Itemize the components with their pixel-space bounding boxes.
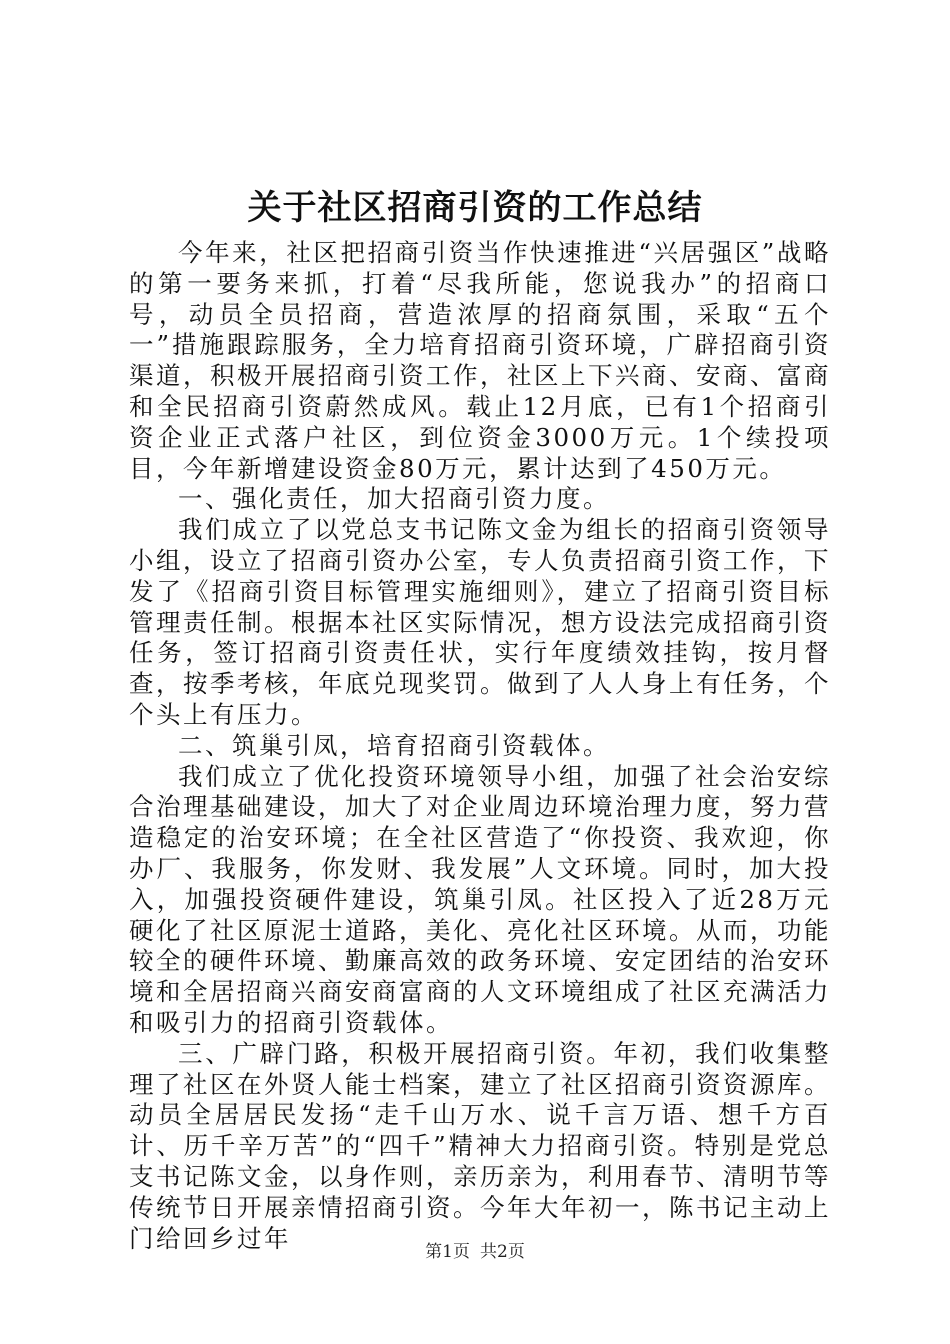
document-title: 关于社区招商引资的工作总结	[247, 188, 703, 228]
section-heading-1: 一、强化责任，加大招商引资力度。	[178, 484, 610, 514]
section-heading-2: 二、筑巢引凤，培育招商引资载体。	[178, 730, 610, 760]
paragraph-section-3: 三、广辟门路，积极开展招商引资。年初，我们收集整理了社区在外贤人能士档案，建立了社区招商引资资源库。动员全居居民发扬“走千山万水、说千言万语、想千方百计、历千辛万苦”的“四千”精神大力招商引资。特别是党总支书记陈文金，以身作则，亲历亲为，利用春节、清明节等传统节日开展亲情招商引资。今年大年初一，陈书记主动上门给回乡过年	[129, 1038, 831, 1253]
page-number: 第1页	[425, 1242, 470, 1262]
paragraph-section-2: 我们成立了优化投资环境领导小组，加强了社会治安综合治理基础建设，加大了对企业周边环境治理力度，努力营造稳定的治安环境；在全社区营造了“你投资、我欢迎，你办厂、我服务，你发财、我发展”人文环境。同时，加大投入，加强投资硬件建设，筑巢引凤。社区投入了近28万元硬化了社区原泥士道路，美化、亮化社区环境。从而，功能较全的硬件环境、勤廉高效的政务环境、安定团结的治安环境和全居招商兴商安商富商的人文环境组成了社区充满活力和吸引力的招商引资载体。	[129, 761, 831, 1037]
page-footer	[0, 1240, 950, 1264]
paragraph-section-1: 我们成立了以党总支书记陈文金为组长的招商引资领导小组，设立了招商引资办公室，专人负责招商引资工作，下发了《招商引资目标管理实施细则》，建立了招商引资目标管理责任制。根据本社区实际情况，想方设法完成招商引资任务，签订招商引资责任状，实行年度绩效挂钩，按月督查，按季考核，年底兑现奖罚。做到了人人身上有任务，个个头上有压力。	[129, 515, 831, 729]
paragraph-intro: 今年来，社区把招商引资当作快速推进“兴居强区”战略的第一要务来抓，打着“尽我所能，您说我办”的招商口号，动员全员招商，营造浓厚的招商氛围，采取“五个一”措施跟踪服务，全力培育招商引资环境，广辟招商引资渠道，积极开展招商引资工作，社区上下兴商、安商、富商和全民招商引资蔚然成风。载止12月底，已有1个招商引资企业正式落户社区，到位资金3000万元。1个续投项目，今年新增建设资金80万元，累计达到了450万元。	[129, 238, 831, 483]
page-total: 共2页	[480, 1242, 525, 1262]
document-body	[129, 238, 831, 1254]
